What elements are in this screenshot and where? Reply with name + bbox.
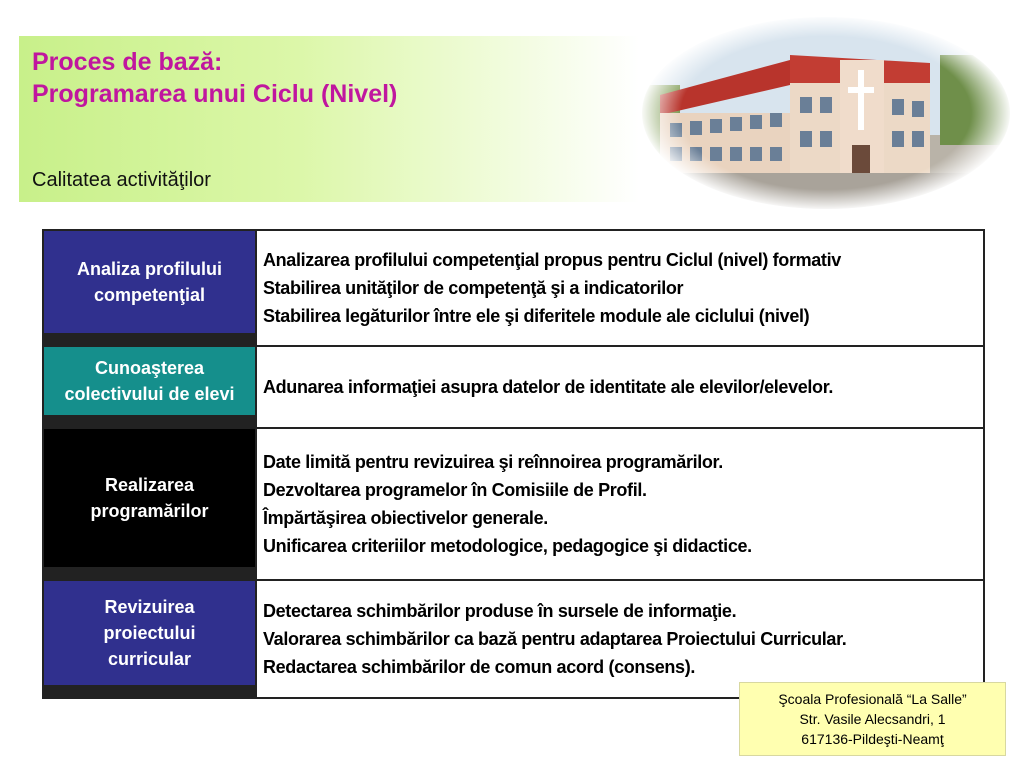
label-line: curricular <box>107 649 192 669</box>
row-description-student-knowledge <box>257 347 983 427</box>
label-line: Realizarea <box>104 475 195 495</box>
row-label-curricular-revision <box>44 581 255 685</box>
label-line: programărilor <box>90 501 209 521</box>
label-line: competenţial <box>93 285 205 305</box>
page-subtitle: Calitatea activităţilor <box>32 169 211 191</box>
street-address: Str. Vasile Alecsandri, 1 <box>799 711 946 727</box>
description-item: Dezvoltarea programelor în Comisiile de Profil. <box>263 480 647 500</box>
page-title <box>32 46 397 110</box>
postal-city: 617136-Pildeşti-Neamţ <box>801 731 944 747</box>
row-description-profile-analysis <box>257 231 983 345</box>
description-item: Împărtăşirea obiectivelor generale. <box>263 508 548 528</box>
description-item: Date limită pentru revizuirea şi reînnoirea programărilor. <box>263 452 723 472</box>
school-building-photo <box>640 15 1012 211</box>
label-line: Revizuirea <box>104 597 195 617</box>
row-description-curricular-revision <box>257 581 983 697</box>
description-item: Detectarea schimbărilor produse în sursele de informaţie. <box>263 601 737 621</box>
row-label-student-knowledge <box>44 347 255 415</box>
title-banner <box>19 36 639 202</box>
row-description-programming <box>257 429 983 579</box>
label-line: colectivului de elevi <box>64 384 235 404</box>
process-table <box>42 229 985 699</box>
row-label-programming <box>44 429 255 567</box>
school-name: Şcoala Profesională “La Salle” <box>778 691 967 707</box>
description-item: Valorarea schimbărilor ca bază pentru adaptarea Proiectului Curricular. <box>263 629 847 649</box>
description-item: Stabilirea legăturilor între ele şi diferitele module ale ciclului (nivel) <box>263 306 810 326</box>
school-address-box <box>739 682 1006 756</box>
description-item: Stabilirea unităţilor de competenţă şi a indicatorilor <box>263 278 684 298</box>
label-line: Cunoaşterea <box>94 358 205 378</box>
description-item: Unificarea criteriilor metodologice, pedagogice şi didactice. <box>263 536 752 556</box>
title-line-2: Programarea unui Ciclu (Nivel) <box>32 80 398 108</box>
description-item: Redactarea schimbărilor de comun acord (consens). <box>263 657 695 677</box>
label-line: Analiza profilului <box>76 259 222 279</box>
row-label-profile-analysis <box>44 231 255 333</box>
description-item: Adunarea informaţiei asupra datelor de identitate ale elevilor/elevelor. <box>263 377 834 397</box>
title-line-1: Proces de bază: <box>32 48 223 76</box>
label-line: proiectului <box>103 623 196 643</box>
description-item: Analizarea profilului competenţial propus pentru Ciclul (nivel) formativ <box>263 250 841 270</box>
